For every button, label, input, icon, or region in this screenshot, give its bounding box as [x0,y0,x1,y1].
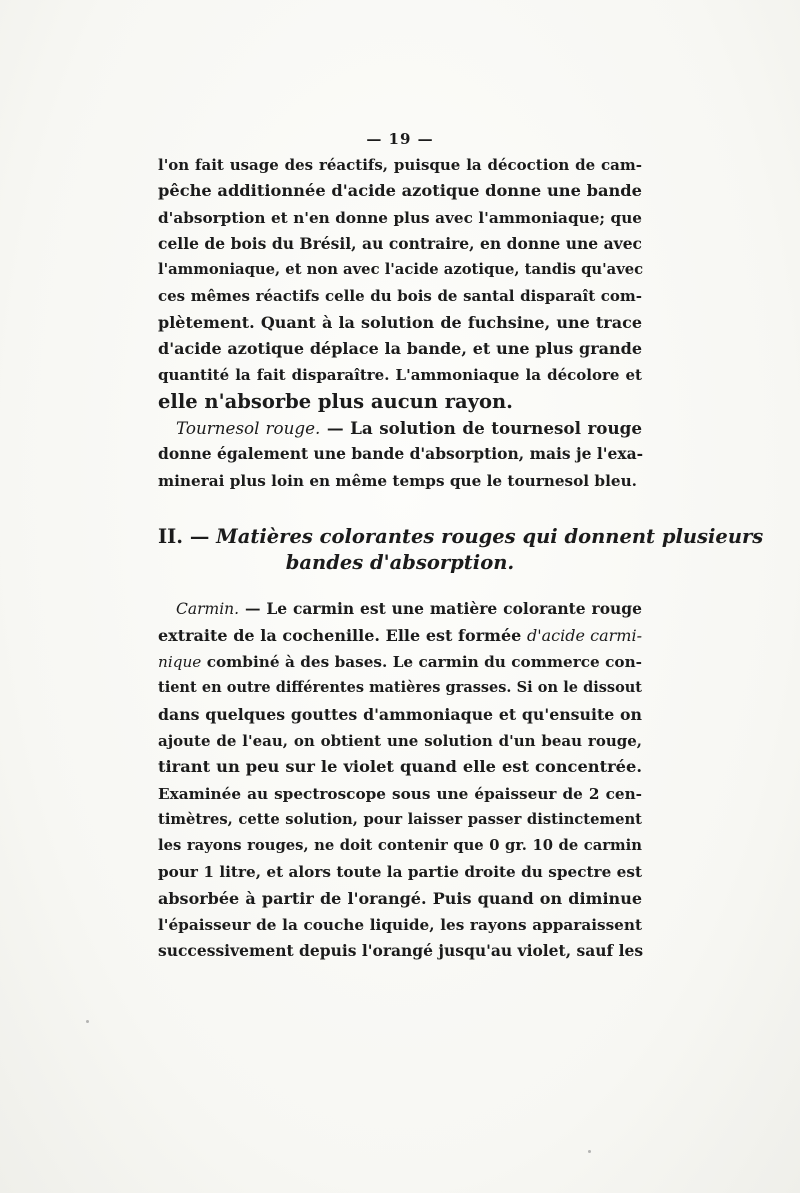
term-acide-carminique: d'acide carmi- [527,625,642,645]
text-line: dans quelques gouttes d'ammoniaque et qu'ensuite on [158,704,642,724]
paragraph-1 [158,152,642,415]
text-line [158,649,642,675]
text-line: l'ammoniaque, et non avec l'acide azotique, tandis qu'avec [158,261,644,279]
text-line [158,415,642,441]
term-carmin: Carmin. [176,600,240,619]
paper-speck [588,1150,591,1153]
text-line: ajoute de l'eau, on obtient une solution d'un beau rouge, [158,731,642,750]
text-line: donne également une bande d'absorption, mais je l'exa- [158,444,644,464]
text-line [158,623,642,649]
paragraph-2 [158,415,642,494]
text-fragment: — La solution de tournesol rouge [320,417,643,438]
text-fragment: — Le carmin est une matière colorante rouge [239,599,642,619]
text-line: celle de bois du Brésil, au contraire, en donne une avec [158,233,642,253]
text-line: tient en outre différentes matières grasses. Si on le dissout [158,679,642,697]
heading-line-1 [158,524,764,550]
text-line: Examinée au spectroscope sous une épaisseur de 2 cen- [158,784,642,803]
text-line: les rayons rouges, ne doit contenir que 0 gr. 10 de carmin [158,837,642,855]
text-line: tirant un peu sur le violet quand elle est concentrée. [158,757,642,777]
heading-dash: — [183,524,217,548]
term-tournesol-rouge: Tournesol rouge. [176,417,321,438]
section-heading [158,524,764,577]
text-line: l'épaisseur de la couche liquide, les rayons apparaissent [158,916,642,935]
text-line: d'absorption et n'en donne plus avec l'ammoniaque; que [158,208,642,227]
text-line: l'on fait usage des réactifs, puisque la décoction de cam- [158,156,642,174]
text-line: minerai plus loin en même temps que le tournesol bleu. [158,471,637,490]
text-line: d'acide azotique déplace la bande, et une plus grande [158,339,642,359]
body-text [158,152,764,965]
page-number: — 19 — [366,130,434,148]
text-line: absorbée à partir de l'orangé. Puis quand on diminue [158,888,642,908]
text-line: pêche additionnée d'acide azotique donne une bande [158,181,642,201]
text-line: successivement depuis l'orangé jusqu'au violet, sauf les [158,941,644,961]
text-fragment: extraite de la cochenille. Elle est formée [158,625,527,645]
heading-title-1: Matières colorantes rouges qui donnent plusieurs [216,524,764,548]
heading-title-2: bandes d'absorption. [285,551,515,575]
term-nique: nique [158,653,202,672]
text-line: timètres, cette solution, pour laisser passer distinctement [158,810,642,828]
text-line: ces mêmes réactifs celle du bois de santal disparaît com- [158,287,642,306]
section-number: II. [158,524,184,548]
paragraph-3 [158,596,642,964]
text-line: plètement. Quant à la solution de fuchsine, une trace [158,312,642,332]
text-line: quantité la fait disparaître. L'ammoniaque la décolore et [158,366,642,385]
heading-line-2 [158,550,642,576]
text-line: elle n'absorbe plus aucun rayon. [158,389,513,413]
text-fragment: combiné à des bases. Le carmin du commerce con- [201,653,642,672]
text-line: pour 1 litre, et alors toute la partie droite du spectre est [158,863,642,882]
text-line [158,596,642,622]
paper-speck [86,1020,89,1023]
